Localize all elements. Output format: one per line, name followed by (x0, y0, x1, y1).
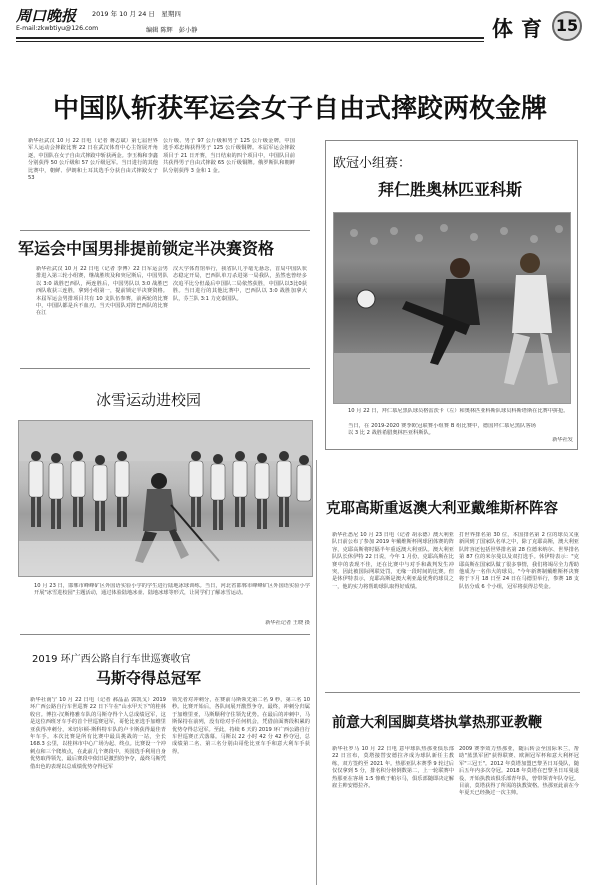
cycling-kicker: 2019 环广西公路自行车世巡赛收官 (32, 654, 191, 665)
snow-photo-credit: 新华社记者 王晓 摄 (265, 620, 310, 626)
davis-cup-headline: 克耶高斯重返澳大利亚戴维斯杯阵容 (326, 501, 558, 517)
football-players-illustration (334, 213, 571, 404)
masthead-rule (16, 37, 484, 39)
editor-credit: 编辑 陈辉 彭小静 (146, 27, 198, 34)
column-divider (316, 460, 317, 885)
ucl-caption2: 当日，在 2019-2020 赛季欧冠联赛小组赛 B 组比赛中，德国拜仁慕尼黑队客场以 3 比 2 战胜希腊奥林匹亚科斯队。 (348, 423, 536, 437)
italy-article-col2: 2009 赛季效力热那亚，随后转会至国际米兰，帮助"蓝黑军团"获得联赛、欧洲冠军杯和意大利杯冠军"三冠王"。2012 年莫塔加盟巴黎圣日耳曼队，随后五年内多次夺冠。2018 年莫塔在巴黎圣日耳曼退役，开始执教该俱乐部青年队，曾带领青年队夺冠。目前，莫塔获得了所需的执教资格。热那亚此前在今年夏天已经换过一次主帅。 (459, 746, 579, 797)
divider (20, 368, 310, 369)
snow-sports-headline: 冰雪运动进校园 (96, 391, 202, 409)
ucl-kicker: 欧冠小组赛： (333, 156, 412, 171)
cycling-headline: 马斯夺得总冠军 (96, 669, 202, 687)
volleyball-headline: 军运会中国男排提前锁定半决赛资格 (18, 239, 275, 258)
students-illustration (19, 421, 313, 577)
contact-email: E-mail:zkwbtiyu@126.com (16, 25, 99, 32)
lead-article-col2: 公斤级、男子 97 公斤级和男子 125 公斤级金牌，中国选手邓忠梅获得男子 125 公斤级铜牌。本届军运会摔跤项目于 21 日开赛，当日结束的四个项目中，中国队目前共获得男子自由式摔跤 65 公斤级铜牌。俄罗斯队和朝鲜队分别获得 3 金和 1 金。 (163, 138, 295, 174)
italy-headline: 前意大利国脚莫塔执掌热那亚教鞭 (332, 715, 542, 731)
cycling-article-col1: 新华社南宁 10 月 22 日电（记者 郝晶晶 郭凯戈）2019 环广西公路自行车世巡赛 22 日下午在"山水甲天下"的桂林收官。博拉-汉斯格雅车队的马斯夺得个人总成绩冠军，这是这位西班牙车手的首个世巡赛冠军，哥伦比亚选手加维里亚获得冲刺分，米切尔顿-斯科特车队的卢卡斯获得最佳青年车手。本次比赛是所有比赛中最具挑战的一站，全长 168.3 公里，以桂林市中心广场为起、终点。比赛设一个冲刺点和三个爬坡点，在此前几个赛段中，英国选手利用自身优势取得领先，最后赛段中依旧是激烈的争夺，最终马斯凭借出色的表现以总成绩优势夺得冠军 (30, 697, 166, 770)
ucl-caption1: 10 月 22 日，拜仁慕尼黑队球员格雷茨卡（左）和奥林匹亚科斯队球员科斯塔斯在比赛中拼抢。 (348, 408, 569, 414)
davis-cup-article-col1: 新华社悉尼 10 月 23 日电（记者 胡永德）澳大利亚队日前公布了参加 2019 年戴维斯杯网球团体赛的阵容，克耶高斯将时隔半年重返澳大利亚队。澳大利亚队队长休伊特 22 日说，今年 1 月份，克耶高斯在比赛中的表现不佳，还在比赛中与对手和裁判发生冲突，因此被国际网联处罚，无缘一段时间的比赛。但是休伊特表示，克耶高斯是澳大利亚最优秀的球员之一，他的实力将帮助球队取得好成绩。 (332, 532, 454, 590)
ucl-photo-credit: 新华社发 (552, 437, 573, 443)
cycling-article-col2: 领先者对冲刺分，在赛前马斯领先第二名 9 秒，第三名 10 秒。比赛开始后，各队间展开激烈争夺。最终，冲刺分归属于加维里亚，马斯顺利守住领先优势。在最后的冲刺中，马斯保持在前列，没有给对手任何机会，凭借前面赛段积累的优势夺得总冠军。至此，持续 6 天的 2019 环广西公路自行车世巡赛正式落幕。马斯以 22 小时 42 分 42 秒夺冠，总成绩第二名、第三名分别由哥伦比亚车手和意大利车手获得。 (172, 697, 310, 755)
newspaper-logo: 周口晚报 (16, 7, 77, 25)
divider (325, 692, 580, 693)
main-headline: 中国队斩获军运会女子自由式摔跤两枚金牌 (52, 94, 547, 124)
lead-article-col1: 新华社武汉 10 月 22 日电（记者 蒋志斌）第七届世界军人运动会摔跤比赛 22 日在武汉体育中心主馆展开角逐，中国队在女子自由式摔跤中斩获两金。李玉梅和李鑫分别获得 50 公斤级和 57 公斤级冠军。当日进行的其他比赛中，朝鲜、伊朗和土耳其选手分获自由式摔跤女子 53 (28, 138, 158, 182)
section-title: 体育 (492, 16, 550, 41)
volleyball-article-col1: 新华社武汉 10 月 22 日电（记者 李博）22 日军运会男排进入第三轮小组赛，继战胜埃及和突尼斯后，中国男队以 3:0 战胜巴西队，两连胜后，中国男队以 3:0 战胜巴西队收获三连胜，拿到小组第一，提前锁定半决赛资格。本届军运会男排项目共有 10 支队伍参赛，前两轮的比赛中，中国队都是兵不血刃。当天中国队对阵巴西队的比赛在江 (36, 266, 168, 317)
davis-cup-article-col2: 打世界排名第 30 位，本国排名第 2 位的球员又重新回到了国家队名单之中，除了克耶高斯，澳大利亚队阵容还包括世界排名第 28 位德米纳尔、世界排名第 87 位的米尔曼以及双打选手。休伊特表示："克耶高斯在国家队做了很多事情，我们将竭尽全力帮助他成为一名伟大的球员。"今年新赛制戴维斯杯决赛将于下月 18 日至 24 日在马德里举行，参赛 18 支队伍分成 6 个小组，冠军将获得总奖金。 (459, 532, 579, 590)
snow-photo-caption: 10 月 23 日，邯郸市峰峰矿区外国语实验小学的学生进行陆地冰球训练。当日，河北省邯郸市峰峰矿区外国语实验小学开展"冰雪进校园"主题活动，通过体验陆地冰壶、陆地冰球等形式，让同学们了解冰雪运动。 (34, 583, 310, 597)
masthead-rule-thin (16, 41, 484, 42)
divider (20, 230, 310, 231)
issue-date: 2019 年 10 月 24 日 星期四 (92, 10, 181, 18)
volleyball-article-col2: 汉大学体育馆举行，我省队几乎毫无悬念，首局中国队状态稳定开局，巴西队单刀杀进第一局我队，虽然也曾经多次追平比分但最后中国队二局依然获胜，中国队以3比0获胜。当日进行的其他比赛中，巴西队以 3:0 战胜加拿大队，芬兰队 3:1 力克泰国队。 (173, 266, 307, 302)
divider (20, 634, 310, 635)
page-number-badge: 15 (552, 11, 582, 41)
italy-article-col1: 新华社罗马 10 月 22 日电 意甲球队热那亚俱乐部 22 日宣布，莫塔接替安德拉齐成为球队新任主教练，双方签约至 2021 年。热那亚队本赛季 9 轮过后仅仅拿到 5 分，排名积分榜倒数第二，上一轮联赛中热那亚在客场 1:5 惨败于帕尔马，俱乐部随即决定解雇主帅安德拉齐。 (332, 746, 454, 790)
ucl-headline: 拜仁胜奥林匹亚科斯 (378, 180, 523, 199)
school-hockey-photo (18, 420, 313, 577)
football-photo (333, 212, 571, 404)
